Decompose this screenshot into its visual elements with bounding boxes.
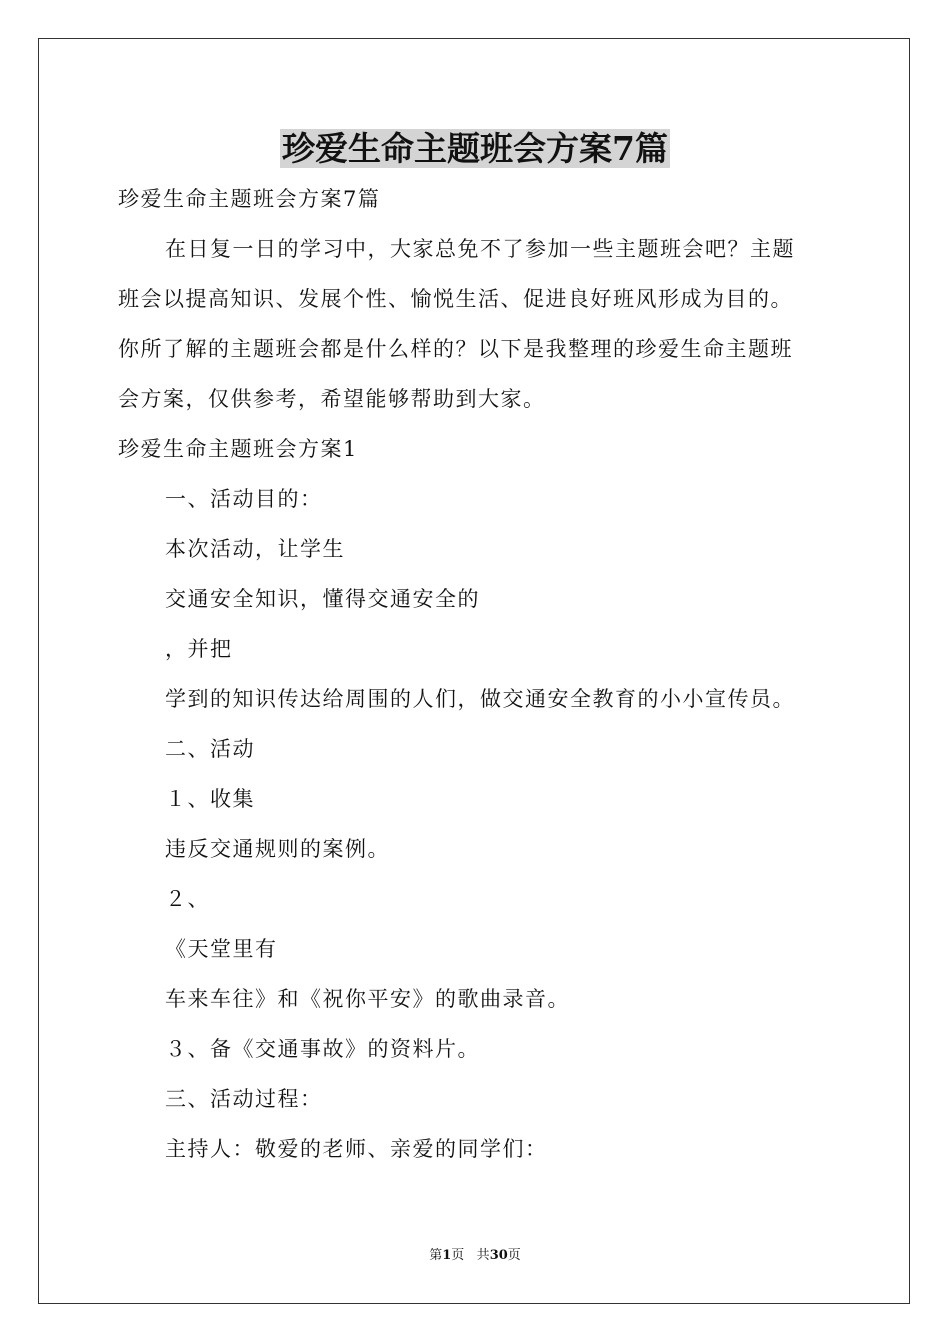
intro-paragraph-line-3: 你所了解的主题班会都是什么样的？以下是我整理的珍爱生命主题班 xyxy=(118,337,793,361)
document-title-text: 珍爱生命主题班会方案7篇 xyxy=(282,129,668,168)
body-line: 交通安全知识，懂得交通安全的 xyxy=(165,587,480,611)
heading-activity-process: 三、活动过程： xyxy=(165,1087,323,1111)
page-footer xyxy=(0,1247,950,1265)
list-item-2: ２、 xyxy=(165,887,210,911)
intro-paragraph-line-2: 班会以提高知识、发展个性、愉悦生活、促进良好班风形成为目的。 xyxy=(118,287,793,311)
heading-activity-purpose: 一、活动目的： xyxy=(165,487,323,511)
footer-page-suffix: 页 xyxy=(451,1248,465,1263)
footer-total-suffix: 页 xyxy=(507,1248,521,1263)
section-heading-plan-1: 珍爱生命主题班会方案1 xyxy=(118,437,358,461)
list-item-3: ３、备《交通事故》的资料片。 xyxy=(165,1037,480,1061)
footer-total-pages: 30 xyxy=(489,1248,508,1263)
list-item-1: １、收集 xyxy=(165,787,255,811)
body-line: 主持人：敬爱的老师、亲爱的同学们： xyxy=(165,1137,548,1161)
footer-page-number: 1 xyxy=(442,1248,452,1263)
document-title xyxy=(0,128,950,170)
body-line: ，并把 xyxy=(165,637,233,661)
body-line: 学到的知识传达给周围的人们，做交通安全教育的小小宣传员。 xyxy=(165,687,795,711)
body-line: 本次活动，让学生 xyxy=(165,537,345,561)
body-line: 车来车往》和《祝你平安》的歌曲录音。 xyxy=(165,987,570,1011)
body-line: 违反交通规则的案例。 xyxy=(165,837,390,861)
heading-activity: 二、活动 xyxy=(165,737,255,761)
page-border xyxy=(38,38,910,1304)
footer-page-prefix: 第 xyxy=(429,1248,443,1263)
intro-paragraph-line-1: 在日复一日的学习中，大家总免不了参加一些主题班会吧？主题 xyxy=(165,237,795,261)
footer-total-prefix: 共 xyxy=(476,1248,490,1263)
intro-paragraph-line-4: 会方案，仅供参考，希望能够帮助到大家。 xyxy=(118,387,546,411)
body-line: 《天堂里有 xyxy=(165,937,278,961)
subtitle-line: 珍爱生命主题班会方案7篇 xyxy=(118,187,381,211)
